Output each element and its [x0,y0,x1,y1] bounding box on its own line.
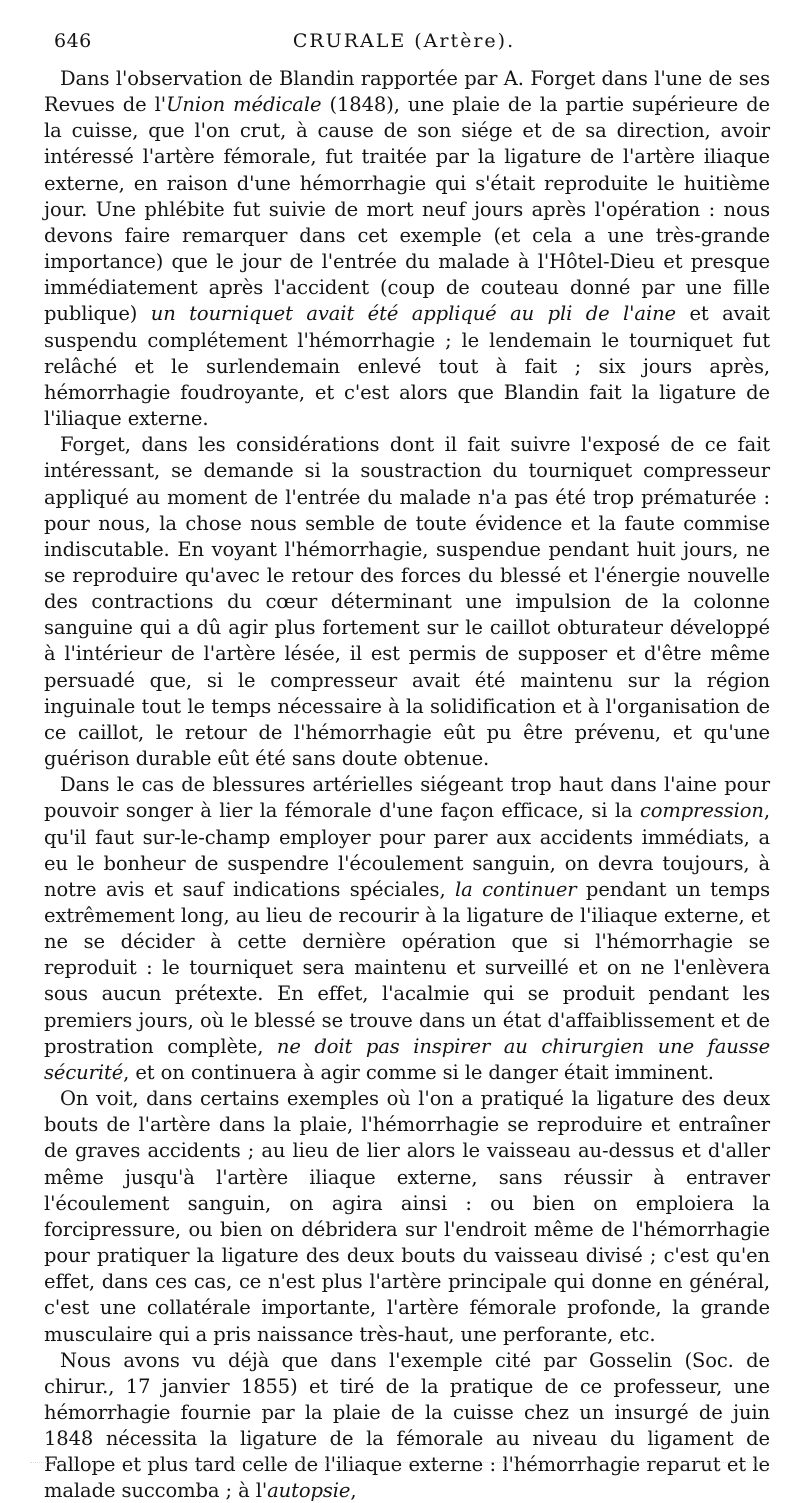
text-body [44,66,770,1503]
text-run: , et on continuera à agir comme si le danger était imminent. [123,1060,714,1084]
paragraph [44,772,770,1086]
text-run: pendant un temps extrêmement long, au lieu de recourir à la ligature de l'iliaque externe, et ne se décider à cette dernière opération que si l'hémorrhagie se reproduit : le tourniquet sera maintenu et surveillé et on ne l'enlèvera sous aucun prétexte. En effet, l'acalmie qui se produit pendant les premiers jours, où le blessé se trouve dans un état d'affaiblissement et de prostration complète, [44,877,770,1058]
italic-text: un tourniquet avait été appliqué au pli de l'aine [150,302,676,326]
italic-text: ne doit pas inspirer au chirurgien une fausse sécurité [44,1034,771,1084]
italic-text: autopsie [267,1479,351,1503]
text-run: et avait suspendu complétement l'hémorrhagie ; le lendemain le tourniquet fut relâché et le surlendemain enlevé tout à fait ; six jours après, hémorrhagie foudroyante, et c'est alors que Blandin fait la ligature de l'iliaque externe. [44,302,770,431]
page-header [44,30,764,62]
page-number: 646 [54,30,92,52]
paragraph [44,1348,770,1503]
italic-text: compression [639,799,764,823]
text-run: (1848), une plaie de la partie supérieure de la cuisse, que l'on crut, à cause de son siége et de sa direction, avoir intéressé l'artère fémorale, fut traitée par la ligature de l'artère iliaque externe, en raison d'une hémorrhagie qui s'était reproduite le huitième jour. Une phlébite fut suivie de mort neuf jours après l'opération : nous devons faire remarquer dans cet exemple (et cela a une très-grande importance) que le jour de l'entrée du malade à l'Hôtel-Dieu et presque immédiatement après l'accident (coup de couteau donné par une fille publique) [44,93,770,326]
text-run: On voit, dans certains exemples où l'on a pratiqué la ligature des deux bouts de l'artère dans la plaie, l'hémorrhagie se reproduire et entraîner de graves accidents ; au lieu de lier alors le vaisseau au-dessus et d'aller même jusqu'à l'artère iliaque externe, sans réussir à entraver l'écoulement sanguin, on agira ainsi : ou bien on emploiera la forcipressure, ou bien on débridera sur l'endroit même de l'hémorrhagie pour pratiquer la ligature des deux bouts du vaisseau divisé ; c'est qu'en effet, dans ces cas, ce n'est plus l'artère principale qui donne en général, c'est une collatérale importante, l'artère fémorale profonde, la grande musculaire qui a pris naissance très-haut, une perforante, etc. [44,1087,770,1346]
italic-text: Union médicale [166,93,322,117]
text-run: Nous avons vu déjà que dans l'exemple cité par Gosselin (Soc. de chirur., 17 janvier 1855) et tiré de la pratique de ce professeur, une hémorrhagie fournie par la plaie de la cuisse chez un insurgé de juin 1848 nécessita la ligature de la fémorale au niveau du ligament de Fallope et plus tard celle de l'iliaque externe : l'hémorrhagie reparut et le malade succomba ; à l' [44,1348,770,1503]
running-head: CRURALE (Artère). [292,30,516,52]
text-run: , [350,1479,357,1503]
paragraph [44,432,770,772]
text-run: Forget, dans les considérations dont il fait suivre l'exposé de ce fait intéressant, se demande si la soustraction du tourniquet compresseur appliqué au moment de l'entrée du malade n'a pas été trop prématurée : pour nous, la chose nous semble de toute évidence et la faute commise indiscutable. En voyant l'hémorrhagie, suspendue pendant huit jours, ne se reproduire qu'avec le retour des forces du blessé et l'énergie nouvelle des contractions du cœur déterminant une impulsion de la colonne sanguine qui a dû agir plus fortement sur le caillot obturateur développé à l'intérieur de l'artère lésée, il est permis de supposer et d'être même persuadé que, si le compresseur avait été maintenu sur la région inguinale tout le temps nécessaire à la solidification et à l'organisation de ce caillot, le retour de l'hémorrhagie eût pu être prévenu, et qu'une guérison durable eût été sans doute obtenue. [44,433,770,771]
text-run: , qu'il faut sur-le-champ employer pour parer aux accidents immédiats, a eu le bonheur de suspendre l'écoulement sanguin, on devra toujours, à notre avis et sauf indications spéciales, [44,799,770,901]
italic-text: la continuer [455,877,577,901]
scan-footer-mark [30,1462,770,1469]
paragraph [44,66,770,432]
text-run: Dans le cas de blessures artérielles siégeant trop haut dans l'aine pour pouvoir songer à lier la fémorale d'une façon efficace, si la [44,773,770,823]
text-run: Dans l'observation de Blandin rapportée par A. Forget dans l'une de ses Revues de l' [44,67,770,117]
paragraph [44,1086,770,1348]
